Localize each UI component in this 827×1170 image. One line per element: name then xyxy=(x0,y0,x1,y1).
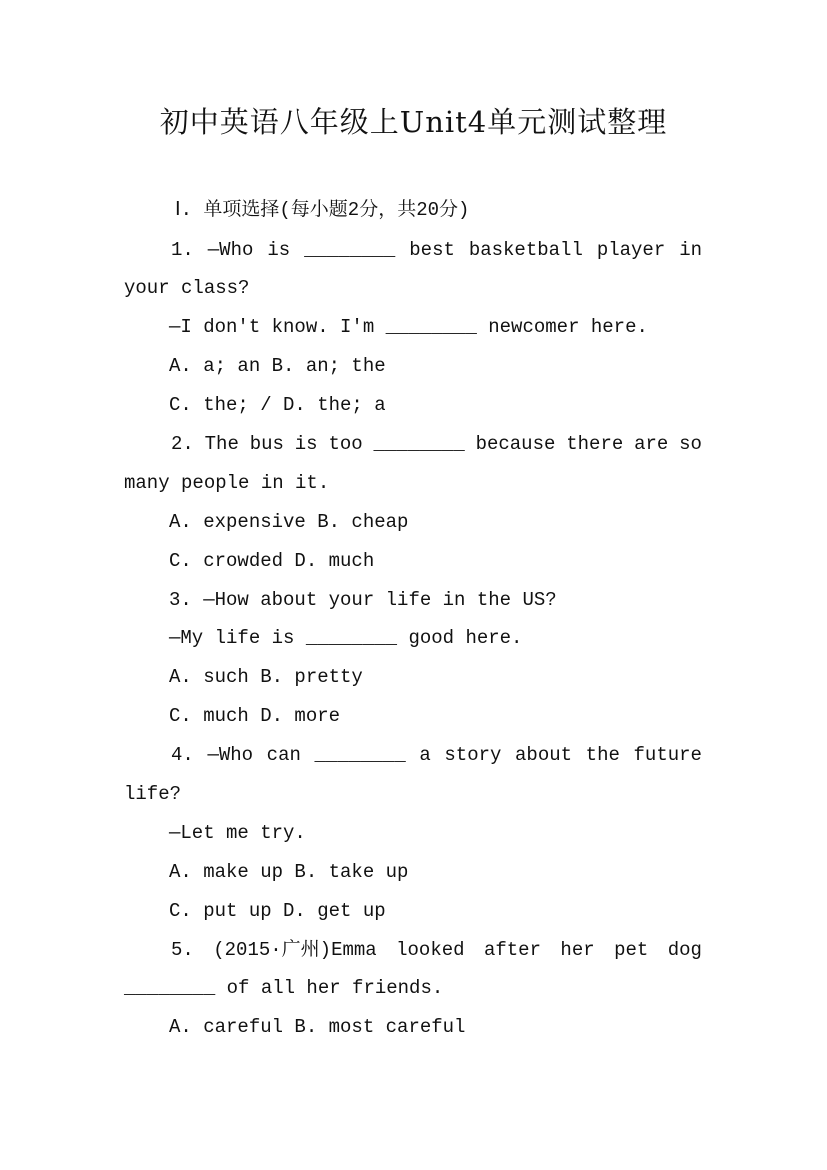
word: 2. xyxy=(171,433,194,455)
word: ________ xyxy=(304,239,396,261)
word: so xyxy=(679,433,702,455)
word: player xyxy=(596,239,666,261)
word: The xyxy=(204,433,239,455)
question-1-options-cd: C. the; / D. the; a xyxy=(169,394,386,416)
word: about xyxy=(515,744,573,766)
word: is xyxy=(267,239,291,261)
word: there xyxy=(566,433,624,455)
question-1-line-1 xyxy=(171,238,702,262)
word: after xyxy=(483,939,541,961)
question-1-line-2: your class? xyxy=(124,277,250,299)
word: 4. xyxy=(171,744,194,766)
question-4-options-ab: A. make up B. take up xyxy=(169,861,409,883)
word: is xyxy=(294,433,318,455)
question-2-options-ab: A. expensive B. cheap xyxy=(169,511,409,533)
word: story xyxy=(444,744,502,766)
question-3-line-1: 3. —How about your life in the US? xyxy=(169,589,557,611)
word: —Who xyxy=(207,744,254,766)
word: —Who xyxy=(207,239,254,261)
question-3-options-ab: A. such B. pretty xyxy=(169,666,363,688)
question-4-line-3: —Let me try. xyxy=(169,822,306,844)
word: ________ xyxy=(373,433,465,455)
word: 5. xyxy=(171,939,194,961)
word: (2015·广州)Emma xyxy=(213,939,377,961)
question-2-line-2: many people in it. xyxy=(124,472,330,494)
word: pet xyxy=(614,939,649,961)
question-5-line-2: ________ of all her friends. xyxy=(124,977,444,999)
question-4-options-cd: C. put up D. get up xyxy=(169,900,386,922)
document-title: 初中英语八年级上Unit4单元测试整理 xyxy=(159,105,668,139)
word: can xyxy=(266,744,301,766)
question-5-line-1 xyxy=(171,938,702,962)
word: best xyxy=(409,239,455,261)
word: her xyxy=(560,939,595,961)
section-heading: Ⅰ. 单项选择(每小题2分，共20分) xyxy=(175,199,470,221)
question-4-line-2: life? xyxy=(124,783,182,805)
word: 1. xyxy=(171,239,194,261)
word: are xyxy=(634,433,669,455)
word: looked xyxy=(396,939,465,961)
word: bus xyxy=(249,433,284,455)
word: because xyxy=(475,433,556,455)
word: dog xyxy=(667,939,702,961)
word: a xyxy=(419,744,431,766)
question-2-line-1 xyxy=(171,432,702,456)
question-2-options-cd: C. crowded D. much xyxy=(169,550,375,572)
word: ________ xyxy=(314,744,406,766)
question-4-line-1 xyxy=(171,743,702,767)
word: in xyxy=(679,239,702,261)
word: too xyxy=(328,433,363,455)
word: future xyxy=(633,744,702,766)
question-1-line-3: —I don't know. I'm ________ newcomer here. xyxy=(169,316,648,338)
word: basketball xyxy=(468,239,583,261)
question-1-options-ab: A. a; an B. an; the xyxy=(169,355,386,377)
word: the xyxy=(585,744,620,766)
question-5-options-ab: A. careful B. most careful xyxy=(169,1016,466,1038)
question-3-options-cd: C. much D. more xyxy=(169,705,341,727)
question-3-line-2: —My life is ________ good here. xyxy=(169,627,523,649)
